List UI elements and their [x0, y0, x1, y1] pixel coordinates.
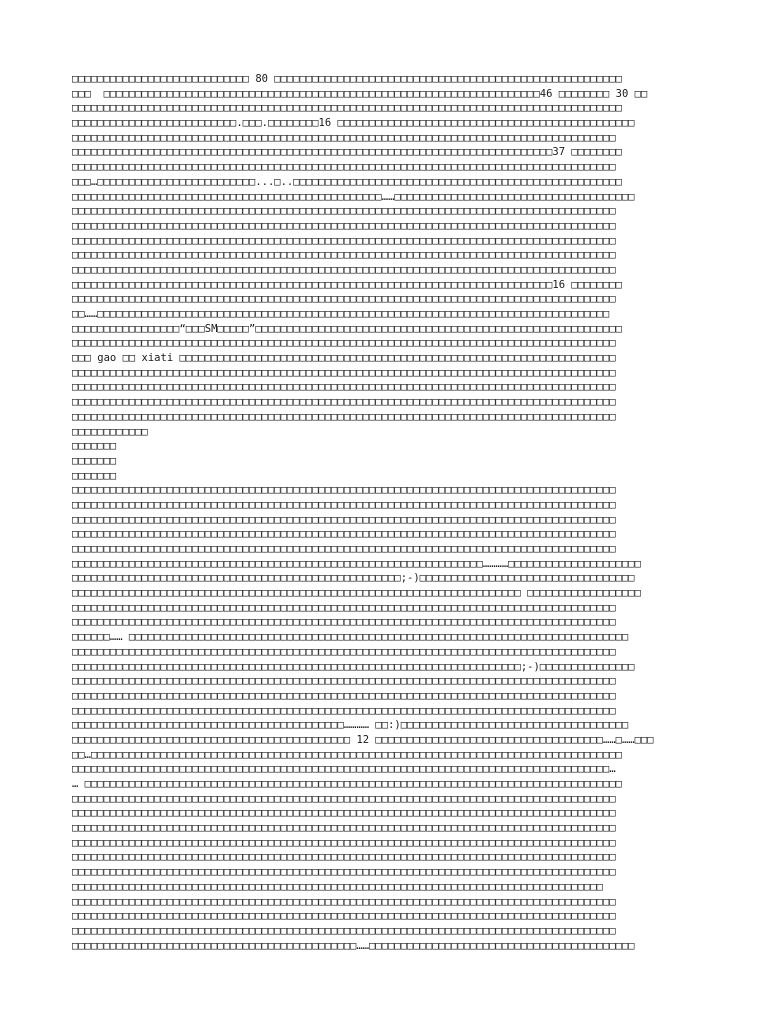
text-line: □□□□□□□□□□□□□□□□□□□□□□□□□□□□□□□□□□□□□□□□□□□□□□□□□□□□□□□□□□□□□□□□□□□□□□□□□□□□□□□□□□□□□□ [72, 543, 616, 555]
text-line: □□□□□□□□□□□□□□□□□□□□□□□□□□□□□□□□□□□□□□□□□□□□□□□□□□□□□□□□□□□□□□□□□□□□□□□□□□□□□□□□□□□□□□ [72, 337, 616, 350]
text-line: □□□□□□□□□□□□□□□□□□□□□□□□□□□□□□□□□□□□□□□□□□□□□□□□□□□□□□□□□□□□□□□□□□□□□□□□□□□□□□□□□□□□□□ [72, 895, 616, 908]
text-line: □□□□□□□□□□□□□□□□□□□□□□□□□□□□□□□□□□□□□□□□□□□□□□□□□□□□□□□□□□□□□□□□□□□□□□□□□□□□□□□□□□□□□□ [72, 234, 616, 247]
text-line: □□□□□□□□□□□□□□□□□□□□□□□□□□□□□□□□□□□□□□□□□□□□□□□□□□□□□□□□□□□□□□□□□□□□□□□□□□□□16 □□□□□□□□ [72, 278, 622, 291]
text-line: □□□□□□□□□□□□□□□□□□□□□□□□□□□□□□□□□□□□□□□□□□□□□□□□□□□□□□□□□□□□□□□□□□□□□□□□□□□□□□□□□□□□□□ [72, 851, 616, 864]
text-line: □□□□□□□□□□□□□□□□□□□□□□□□□□□□□□□□□□□□□□□□□□□□□□□□□□□□□□□□□□□□□□□□□□□□□□□□□□□□□□□□□□□□□□ [72, 249, 616, 262]
text-line: □□□□□□□□□□□□□□□□□□□□□□□□□□□□□□□□□□□□□□□□□□□□□□□□□□□□□□□□□□□□□□□□□□□□□□□□□□□□□□□□□□□□□□ [72, 161, 616, 174]
text-line: □□□□□□□□□□□□□□□□□□□□□□□□□□□□□□□□□□□□□□□□□□□□□□□□□□□□□□□□□□□□□□□□□□□□□□□□□□□□□□□□□□□□□□ [72, 924, 616, 937]
text-line: □□□□□□□□□□□□□□□□□□□□□□□□□□□□□□□□□□□□□□□□□□□□□□□□□□□□□□□□□□□□□□□□□□□□□□□□□□□□□□□□□□□□□□ [72, 836, 616, 849]
text-line: □□□□□□□□□□□□ [72, 425, 148, 438]
text-line: □□□□□□□ [72, 454, 117, 467]
text-line: □□□□□□□□□□□□□□□□□□□□□□□□□□□□□□□□□□□□□□□□□□□□□□□□□□□□□□□□□□□□□□□□□□□□□□□□□□□□□□□□□□□□□□ [72, 293, 616, 306]
text-line: □□□□□□□□□□□□□□□□□“□□□SM□□□□□”□□□□□□□□□□□□□□□□□□□□□□□□□□□□□□□□□□□□□□□□□□□□□□□□□□□□□□□□□□ [72, 322, 622, 335]
text-line: □□□□□□□□□□□□□□□□□□□□□□□□□□□□□□□□□□□□□□□□□□□□□□□□□□□□□□□□□□□□□□□□□□□□□□□□□□□□□□□□□□□□□□ [72, 645, 616, 658]
text-line: □□□□□□□□□□□□□□□□□□□□□□□□□□□□□□□□□□□□□□□□□□□□□□□□□□□□□□□□□□□□□□□□□□□□□□□□□□□□□□□□□□□□□□ [72, 219, 616, 232]
text-line: □□□□□□□□□□□□□□□□□□□□□□□□□□□□□□□□□□□□□□□□□□□□□□□□□□□□□□□□□□□□□□□□□□□□□□□□□□□□□□□□□□□□□□□ [72, 102, 622, 115]
text-line: □□□□□□□□□□□□□□□□□□□□□□□□□□□□□□□□□□□□□□□□□□□□□□□□□□□□□□□□□□□□□□□□□□□□□□□□□□□□□□□□□□□□□□ [72, 513, 616, 526]
text-line: □□□□□□□□□□□□□□□□□□□□□□□□□□□□□□□□□□□□□□□□□□□□□□□□□□□□□□□□□□□□□□□□□□□□□□□□□□□□□□□□□□□□□□ [72, 792, 616, 805]
text-line: □□□□□□□□□□□□□□□□□□□□□□□□□□□□□□□□□□□□□□□□□□□□□□□□□□□□□□□□□□□□□□□□□□□□□□□□□□□□□□□□□□□□□□ [72, 381, 616, 394]
text-line: □□□□□□□□□□□□□□□□□□□□□□□□□□□□□□□□□□□□□□□□□□□□□□□□□□□□□□□□□□□□□□□□□□□□□□□□□□□□□□□□□□□□□□ [72, 866, 616, 879]
text-line: □□□□□□□□□□□□□□□□□□□□□□□□□□□□ 80 □□□□□□□□□□□□□□□□□□□□□□□□□□□□□□□□□□□□□□□□□□□□□□□□□□□□□□□ [72, 73, 622, 85]
text-line: □□□□□□□□□□□□□□□□□□□□□□□□□□□□□□□□□□□□□□□□□□□□□□□□□□□□□□□□□□□□□□□□□□□□□□□□□□□□□□□□□□□□□□ [72, 616, 616, 629]
text-line: □□□□□□□□□□□□□□□□□□□□□□□□□□□□□□□□□□□□□□□□□□□□□□□□□□□□□□□□□□□□□□□□□□□□□□□□□□□□□□□□□□□□□□ [72, 675, 616, 688]
text-line: □□□□□□□□□□□□□□□□□□□□□□□□□□□□□□□□□□□□□□□□□□□□□□□□□□□□□□□□□□□□□□□□□□□□□□□□□□□□□□□□□□□□□□ [72, 205, 616, 218]
text-line: □□□□□□□□□□□□□□□□□□□□□□□□□□□□□□□□□□□□□□□□□□□………… □□:)□□□□□□□□□□□□□□□□□□□□□□□□□□□□□□□□□□□□ [72, 719, 629, 732]
text-line: □□□□□□□□□□□□□□□□□□□□□□□□□□□□□□□□□□□□□□□□□□□□□□□□□□□□□□□□□□□□□□□□□□□□□□□;-)□□□□□□□□□□□□□□□ [72, 660, 635, 673]
text-line: □□□□□□□□□□□□□□□□□□□□□□□□□□□□□□□□□□□□□□□□□□□□□□□□□□□□□□□□□□□□□□□□□…………□□□□□□□□□□□□□□□□□□□□□ [72, 557, 641, 570]
text-line: □□□□□□□□□□□□□□□□□□□□□□□□□□□□□□□□□□□□□□□□□□□□□□□□□……□□□□□□□□□□□□□□□□□□□□□□□□□□□□□□□□□□□□□□ [72, 190, 635, 203]
document-body [72, 72, 706, 953]
text-line: □□□□□□□□□□□□□□□□□□□□□□□□□□□□□□□□□□□□□□□□□□□□□□□□□□□□□□□□□□□□□□□□□□□□□□□□□□□□□□□□□□□□□□ [72, 498, 616, 511]
text-line: □□□□□□□□□□□□□□□□□□□□□□□□□□□□□□□□□□□□□□□□□□□□□□□□□□□□□□□□□□□□□□□□□□□□□□□□□□□□□□□□□□□□□… [72, 763, 616, 776]
text-line: □□□ □□□□□□□□□□□□□□□□□□□□□□□□□□□□□□□□□□□□□□□□□□□□□□□□□□□□□□□□□□□□□□□□□□□□□46 □□□□□□□□ 30 □□ [72, 87, 648, 100]
text-line: □□□□□□□□□□□□□□□□□□□□□□□□□□□□□□□□□□□□□□□□□□□□□□□□□□□□;-)□□□□□□□□□□□□□□□□□□□□□□□□□□□□□□□□□□ [72, 572, 635, 585]
text-line: □□□□□□□□□□□□□□□□□□□□□□□□□□□□□□□□□□□□□□□□□□□□□□□□□□□□□□□□□□□□□□□□□□□□□□□□□□□□37 □□□□□□□□ [72, 146, 622, 159]
text-line: □□□□□□□□□□□□□□□□□□□□□□□□□□□□□□□□□□□□□□□□□□□□□□□□□□□□□□□□□□□□□□□□□□□□□□□□□□□□□□□□□□□□ [72, 880, 604, 893]
text-line: … □□□□□□□□□□□□□□□□□□□□□□□□□□□□□□□□□□□□□□□□□□□□□□□□□□□□□□□□□□□□□□□□□□□□□□□□□□□□□□□□□□□□□ [72, 778, 622, 790]
text-line: □□□□□□□□□□□□□□□□□□□□□□□□□□□□□□□□□□□□□□□□□□□□□□□□□□□□□□□□□□□□□□□□□□□□□□□□□□□□□□□□□□□□□□ [72, 528, 616, 541]
text-line: □□□□□□□ [72, 469, 117, 482]
text-line: □□□□□□…… □□□□□□□□□□□□□□□□□□□□□□□□□□□□□□□□□□□□□□□□□□□□□□□□□□□□□□□□□□□□□□□□□□□□□□□□□□□□□□□ [72, 631, 629, 644]
text-line: □□□□□□□□□□□□□□□□□□□□□□□□□□□□□□□□□□□□□□□□□□□□□□□□□□□□□□□□□□□□□□□□□□□□□□□□□□□□□□□□□□□□□□ [72, 822, 616, 835]
text-line: □□□□□□□□□□□□□□□□□□□□□□□□□□□□□□□□□□□□□□□□□□□□□□□□□□□□□□□□□□□□□□□□□□□□□□□□□□□□□□□□□□□□□□ [72, 704, 616, 717]
text-line: □□□□□□□□□□□□□□□□□□□□□□□□□□□□□□□□□□□□□□□□□□□□□□□□□□□□□□□□□□□□□□□□□□□□□□□□□□□□□□□□□□□□□□ [72, 263, 616, 276]
text-line: □□□□□□□□□□□□□□□□□□□□□□□□□□□□□□□□□□□□□□□□□□□□ 12 □□□□□□□□□□□□□□□□□□□□□□□□□□□□□□□□□□□□……□……□□□ [72, 733, 654, 746]
text-line: □□……□□□□□□□□□□□□□□□□□□□□□□□□□□□□□□□□□□□□□□□□□□□□□□□□□□□□□□□□□□□□□□□□□□□□□□□□□□□□□□□□□ [72, 308, 610, 320]
text-line: □□□□□□□□□□□□□□□□□□□□□□□□□□□□□□□□□□□□□□□□□□□□□……□□□□□□□□□□□□□□□□□□□□□□□□□□□□□□□□□□□□□□□□□□ [72, 939, 635, 952]
text-line: □□□□□□□□□□□□□□□□□□□□□□□□□□□□□□□□□□□□□□□□□□□□□□□□□□□□□□□□□□□□□□□□□□□□□□□□□□□□□□□□□□□□□□ [72, 484, 616, 497]
text-line: □□□□□□□□□□□□□□□□□□□□□□□□□□□□□□□□□□□□□□□□□□□□□□□□□□□□□□□□□□□□□□□□□□□□□□□□□□□□□□□□□□□□□□ [72, 366, 616, 379]
text-line: □□□□□□□□□□□□□□□□□□□□□□□□□□□□□□□□□□□□□□□□□□□□□□□□□□□□□□□□□□□□□□□□□□□□□□□□□□□□□□□□□□□□□□ [72, 689, 616, 702]
text-line: □□□…□□□□□□□□□□□□□□□□□□□□□□□□□...□..□□□□□□□□□□□□□□□□□□□□□□□□□□□□□□□□□□□□□□□□□□□□□□□□□□□□ [72, 175, 622, 188]
text-line: □□□□□□□□□□□□□□□□□□□□□□□□□□□□□□□□□□□□□□□□□□□□□□□□□□□□□□□□□□□□□□□□□□□□□□□□□□□□□□□□□□□□□□ [72, 601, 616, 614]
text-line: □□□□□□□□□□□□□□□□□□□□□□□□□□.□□□.□□□□□□□□16 □□□□□□□□□□□□□□□□□□□□□□□□□□□□□□□□□□□□□□□□□□□□□□□ [72, 117, 635, 130]
text-line: □□□□□□□□□□□□□□□□□□□□□□□□□□□□□□□□□□□□□□□□□□□□□□□□□□□□□□□□□□□□□□□□□□□□□□□□□□□□□□□□□□□□□□ [72, 910, 616, 923]
text-line: □□□□□□□ [72, 440, 117, 453]
text-line: □□…□□□□□□□□□□□□□□□□□□□□□□□□□□□□□□□□□□□□□□□□□□□□□□□□□□□□□□□□□□□□□□□□□□□□□□□□□□□□□□□□□□□□ [72, 748, 622, 761]
text-line: □□□□□□□□□□□□□□□□□□□□□□□□□□□□□□□□□□□□□□□□□□□□□□□□□□□□□□□□□□□□□□□□□□□□□□□□□□□□□□□□□□□□□□ [72, 396, 616, 409]
text-line: □□□□□□□□□□□□□□□□□□□□□□□□□□□□□□□□□□□□□□□□□□□□□□□□□□□□□□□□□□□□□□□□□□□□□□□□□□□□□□□□□□□□□□ [72, 410, 616, 423]
text-line: □□□□□□□□□□□□□□□□□□□□□□□□□□□□□□□□□□□□□□□□□□□□□□□□□□□□□□□□□□□□□□□□□□□□□□□□□□□□□□□□□□□□□□ [72, 807, 616, 820]
text-line: □□□ gao □□ xiati □□□□□□□□□□□□□□□□□□□□□□□□□□□□□□□□□□□□□□□□□□□□□□□□□□□□□□□□□□□□□□□□□□□□□ [72, 352, 616, 365]
text-line: □□□□□□□□□□□□□□□□□□□□□□□□□□□□□□□□□□□□□□□□□□□□□□□□□□□□□□□□□□□□□□□□□□□□□□□ □□□□□□□□□□□□□□□□□□ [72, 587, 641, 600]
text-line: □□□□□□□□□□□□□□□□□□□□□□□□□□□□□□□□□□□□□□□□□□□□□□□□□□□□□□□□□□□□□□□□□□□□□□□□□□□□□□□□□□□□□□ [72, 131, 616, 144]
